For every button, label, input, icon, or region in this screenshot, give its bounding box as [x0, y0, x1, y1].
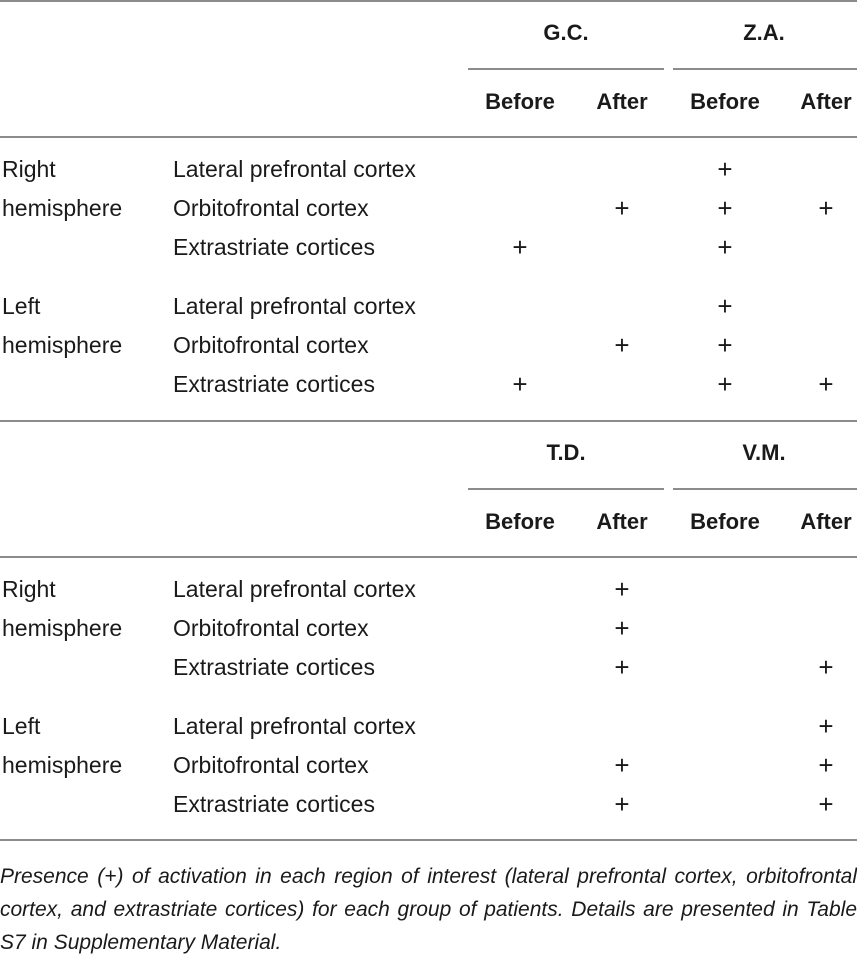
patient-header: G.C.: [543, 20, 589, 45]
activation-mark: +: [818, 789, 834, 819]
activation-mark: +: [512, 369, 528, 399]
region-label: Orbitofrontal cortex: [173, 332, 369, 358]
header-rule: [0, 136, 857, 138]
region-label: Extrastriate cortices: [173, 371, 375, 397]
activation-mark: +: [818, 193, 834, 223]
hemisphere-label: Right: [2, 576, 56, 602]
activation-mark: +: [614, 750, 630, 780]
patient-header: V.M.: [742, 440, 786, 465]
hemisphere-label: hemisphere: [2, 195, 123, 221]
patient-header: T.D.: [546, 440, 586, 465]
activation-mark: +: [717, 291, 733, 321]
activation-mark: +: [717, 154, 733, 184]
table-bottom-rule: [0, 839, 857, 841]
region-label: Orbitofrontal cortex: [173, 195, 369, 221]
region-label: Orbitofrontal cortex: [173, 615, 369, 641]
table-rule: [0, 0, 857, 2]
hemisphere-label: hemisphere: [2, 752, 123, 778]
hemisphere-label: hemisphere: [2, 615, 123, 641]
table-caption: Presence (+) of activation in each region of interest (lateral prefrontal cortex, orbitofrontal cortex, and extrastriate cortices) for each group of patients. Details are presented in Table S7 in Supplementary Material.: [0, 865, 857, 954]
activation-mark: +: [614, 574, 630, 604]
activation-mark: +: [717, 369, 733, 399]
phase-header: Before: [690, 89, 760, 114]
phase-header: After: [800, 89, 852, 114]
patient-header-rule: [673, 68, 857, 70]
hemisphere-label: Right: [2, 156, 56, 182]
phase-header: After: [596, 509, 648, 534]
activation-mark: +: [818, 369, 834, 399]
phase-header: After: [596, 89, 648, 114]
phase-header: After: [800, 509, 852, 534]
region-label: Lateral prefrontal cortex: [173, 293, 416, 319]
activation-mark: +: [717, 193, 733, 223]
activation-mark: +: [614, 613, 630, 643]
region-label: Extrastriate cortices: [173, 234, 375, 260]
region-label: Extrastriate cortices: [173, 654, 375, 680]
region-label: Extrastriate cortices: [173, 791, 375, 817]
region-label: Lateral prefrontal cortex: [173, 156, 416, 182]
activation-mark: +: [818, 750, 834, 780]
patient-header-rule: [468, 488, 664, 490]
hemisphere-label: Left: [2, 293, 41, 319]
activation-mark: +: [512, 232, 528, 262]
table-rule: [0, 420, 857, 422]
activation-mark: +: [614, 789, 630, 819]
activation-mark: +: [818, 652, 834, 682]
activation-mark: +: [717, 232, 733, 262]
patient-header-rule: [673, 488, 857, 490]
phase-header: Before: [690, 509, 760, 534]
activation-mark: +: [818, 711, 834, 741]
patient-header-rule: [468, 68, 664, 70]
activation-mark: +: [614, 193, 630, 223]
region-label: Lateral prefrontal cortex: [173, 576, 416, 602]
activation-mark: +: [614, 652, 630, 682]
patient-header: Z.A.: [743, 20, 785, 45]
hemisphere-label: Left: [2, 713, 41, 739]
hemisphere-label: hemisphere: [2, 332, 123, 358]
header-rule: [0, 556, 857, 558]
activation-mark: +: [614, 330, 630, 360]
region-label: Lateral prefrontal cortex: [173, 713, 416, 739]
phase-header: Before: [485, 89, 555, 114]
region-label: Orbitofrontal cortex: [173, 752, 369, 778]
activation-mark: +: [717, 330, 733, 360]
phase-header: Before: [485, 509, 555, 534]
